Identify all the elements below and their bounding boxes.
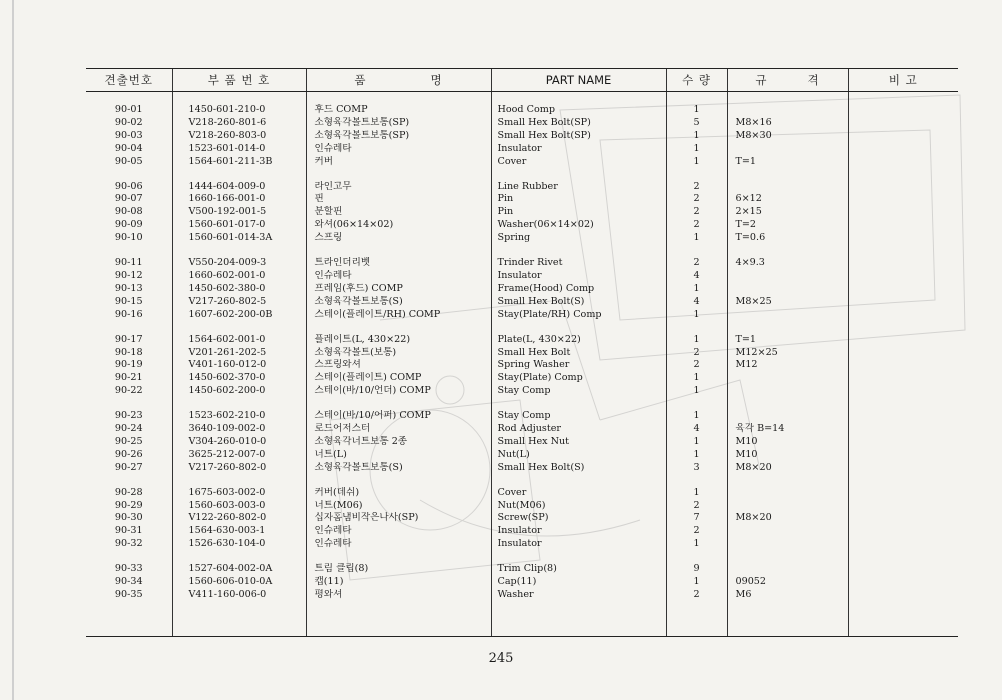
quantity-cell: 2 (666, 359, 727, 372)
korean-name-cell: 십자홈냄비작은나사(SP) (306, 512, 491, 525)
remarks-cell (848, 500, 958, 513)
table-row (86, 193, 958, 206)
item-number-cell: 90-29 (114, 499, 143, 511)
quantity-cell: 1 (666, 576, 727, 589)
item-number-cell: 90-13 (114, 282, 143, 294)
korean-name-cell: 인슈레타 (306, 143, 491, 156)
remarks-cell (848, 385, 958, 398)
spec-cell (727, 385, 848, 398)
quantity-cell: 1 (666, 334, 727, 347)
table-row (86, 563, 958, 576)
item-number-cell: 90-09 (114, 219, 143, 231)
spec-cell: M10 (727, 449, 848, 462)
part-name-cell: Spring (491, 232, 666, 245)
remarks-cell (848, 410, 958, 423)
part-name-cell: Plate(L, 430×22) (491, 334, 666, 347)
header-quantity: 수 량 (666, 69, 727, 92)
item-number-cell: 90-16 (114, 308, 143, 320)
part-code-cell: 1560-606-010-0A (172, 576, 306, 589)
spec-cell: M8×25 (727, 296, 848, 309)
spec-cell (727, 525, 848, 538)
spec-cell: T=1 (727, 156, 848, 169)
korean-name-cell: 스테이(플레이트/RH) COMP (306, 309, 491, 322)
item-number-cell: 90-32 (114, 538, 143, 550)
korean-name-cell: 스테이(플레이트) COMP (306, 372, 491, 385)
part-name-cell: Insulator (491, 143, 666, 156)
korean-name-cell: 소형육각볼트보통(SP) (306, 130, 491, 143)
korean-name-cell: 스프링 (306, 232, 491, 245)
remarks-cell (848, 462, 958, 475)
part-name-cell: Cap(11) (491, 576, 666, 589)
quantity-cell: 1 (666, 283, 727, 296)
remarks-cell (848, 206, 958, 219)
part-code-cell: 1607-602-200-0B (172, 309, 306, 322)
remarks-cell (848, 538, 958, 551)
quantity-cell: 4 (666, 270, 727, 283)
header-remarks: 비 고 (848, 69, 958, 92)
item-number-cell: 90-23 (114, 410, 143, 422)
remarks-cell (848, 130, 958, 143)
spec-cell: M8×30 (727, 130, 848, 143)
quantity-cell: 2 (666, 219, 727, 232)
quantity-cell: 1 (666, 410, 727, 423)
quantity-cell: 2 (666, 347, 727, 360)
table-row (86, 410, 958, 423)
quantity-cell: 1 (666, 104, 727, 117)
part-code-cell: 1450-602-380-0 (172, 283, 306, 296)
item-number-cell: 90-27 (114, 461, 143, 473)
quantity-cell: 2 (666, 257, 727, 270)
spec-cell: M12 (727, 359, 848, 372)
part-code-cell: 1560-601-014-3A (172, 232, 306, 245)
parts-table (86, 68, 958, 637)
page-number: 245 (488, 651, 514, 666)
item-number-cell: 90-18 (114, 346, 143, 358)
part-code-cell: 1560-603-003-0 (172, 500, 306, 513)
table-row (86, 385, 958, 398)
filler-row (86, 602, 958, 637)
table-row (86, 257, 958, 270)
korean-name-cell: 소형육각볼트(보통) (306, 347, 491, 360)
remarks-cell (848, 257, 958, 270)
remarks-cell (848, 487, 958, 500)
header-row (86, 69, 958, 92)
spec-cell (727, 283, 848, 296)
spec-cell: M12×25 (727, 347, 848, 360)
korean-name-cell: 커버 (306, 156, 491, 169)
part-name-cell: Spring Washer (491, 359, 666, 372)
item-number-cell: 90-21 (114, 372, 143, 384)
item-number-cell: 90-28 (114, 486, 143, 498)
item-number-cell: 90-03 (114, 129, 143, 141)
remarks-cell (848, 512, 958, 525)
spec-cell (727, 500, 848, 513)
remarks-cell (848, 589, 958, 602)
group-spacer-row (86, 245, 958, 257)
quantity-cell: 2 (666, 206, 727, 219)
spec-cell (727, 487, 848, 500)
group-spacer-row (86, 322, 958, 334)
korean-name-cell: 스프링와셔 (306, 359, 491, 372)
table-row (86, 423, 958, 436)
part-name-cell: Screw(SP) (491, 512, 666, 525)
remarks-cell (848, 143, 958, 156)
part-code-cell: V217-260-802-5 (172, 296, 306, 309)
part-name-cell: Trim Clip(8) (491, 563, 666, 576)
part-name-cell: Cover (491, 487, 666, 500)
header-part-name: PART NAME (491, 69, 666, 92)
korean-name-cell: 프레임(후드) COMP (306, 283, 491, 296)
table-row (86, 525, 958, 538)
part-name-cell: Cover (491, 156, 666, 169)
remarks-cell (848, 576, 958, 589)
part-code-cell: V500-192-001-5 (172, 206, 306, 219)
part-name-cell: Small Hex Nut (491, 436, 666, 449)
part-code-cell: 3625-212-007-0 (172, 449, 306, 462)
korean-name-cell: 인슈레타 (306, 270, 491, 283)
quantity-cell: 7 (666, 512, 727, 525)
part-name-cell: Washer (491, 589, 666, 602)
quantity-cell: 1 (666, 436, 727, 449)
table-row (86, 283, 958, 296)
remarks-cell (848, 181, 958, 194)
part-name-cell: Stay Comp (491, 385, 666, 398)
korean-name-cell: 커버(데쉬) (306, 487, 491, 500)
korean-name-cell: 로드어저스터 (306, 423, 491, 436)
spec-cell: M8×20 (727, 462, 848, 475)
table-row (86, 436, 958, 449)
item-number-cell: 90-10 (114, 232, 143, 244)
part-code-cell: V217-260-802-0 (172, 462, 306, 475)
quantity-cell: 2 (666, 193, 727, 206)
item-number-cell: 90-17 (114, 333, 143, 345)
remarks-cell (848, 525, 958, 538)
item-number-cell: 90-06 (114, 180, 143, 192)
part-name-cell: Small Hex Bolt(SP) (491, 130, 666, 143)
quantity-cell: 1 (666, 156, 727, 169)
korean-name-cell: 소형육각너트보통 2종 (306, 436, 491, 449)
korean-name-cell: 핀 (306, 193, 491, 206)
korean-name-cell: 소형육각볼트보통(S) (306, 296, 491, 309)
remarks-cell (848, 436, 958, 449)
part-code-cell: 1523-602-210-0 (172, 410, 306, 423)
item-number-cell: 90-19 (114, 359, 143, 371)
item-number-cell: 90-02 (114, 116, 143, 128)
header-part-code: 부 품 번 호 (172, 69, 306, 92)
table-row (86, 576, 958, 589)
korean-name-cell: 소형육각볼트보통(SP) (306, 117, 491, 130)
part-code-cell: 1450-601-210-0 (172, 104, 306, 117)
remarks-cell (848, 372, 958, 385)
spec-cell (727, 270, 848, 283)
table-row (86, 117, 958, 130)
item-number-cell: 90-35 (114, 589, 143, 600)
remarks-cell (848, 193, 958, 206)
remarks-cell (848, 296, 958, 309)
part-code-cell: 1564-601-211-3B (172, 156, 306, 169)
part-name-cell: Insulator (491, 525, 666, 538)
quantity-cell: 9 (666, 563, 727, 576)
spec-cell (727, 563, 848, 576)
table-row (86, 589, 958, 602)
spec-cell (727, 372, 848, 385)
part-name-cell: Stay Comp (491, 410, 666, 423)
quantity-cell: 1 (666, 538, 727, 551)
table-row (86, 538, 958, 551)
part-code-cell: 1564-602-001-0 (172, 334, 306, 347)
part-name-cell: Line Rubber (491, 181, 666, 194)
item-number-cell: 90-04 (114, 142, 143, 154)
spec-cell: 2×15 (727, 206, 848, 219)
spec-cell (727, 181, 848, 194)
part-code-cell: V218-260-801-6 (172, 117, 306, 130)
quantity-cell: 1 (666, 232, 727, 245)
korean-name-cell: 평와셔 (306, 589, 491, 602)
quantity-cell: 1 (666, 309, 727, 322)
header-spec-part-1: 규 (755, 73, 768, 87)
table-row (86, 104, 958, 117)
korean-name-cell: 플레이트(L, 430×22) (306, 334, 491, 347)
remarks-cell (848, 283, 958, 296)
top-spacer-row (86, 92, 958, 105)
part-code-cell: 1660-602-001-0 (172, 270, 306, 283)
table-row (86, 334, 958, 347)
item-number-cell: 90-26 (114, 448, 143, 460)
part-name-cell: Hood Comp (491, 104, 666, 117)
remarks-cell (848, 232, 958, 245)
part-code-cell: V401-160-012-0 (172, 359, 306, 372)
header-korean-name-part-1: 품 (354, 73, 367, 87)
korean-name-cell: 와셔(06×14×02) (306, 219, 491, 232)
quantity-cell: 2 (666, 589, 727, 602)
group-spacer-row (86, 169, 958, 181)
item-number-cell: 90-11 (114, 257, 143, 269)
spec-cell: T=1 (727, 334, 848, 347)
part-name-cell: Rod Adjuster (491, 423, 666, 436)
part-code-cell: 1450-602-200-0 (172, 385, 306, 398)
item-number-cell: 90-08 (114, 206, 143, 218)
item-number-cell: 90-15 (114, 295, 143, 307)
table-row (86, 206, 958, 219)
quantity-cell: 1 (666, 487, 727, 500)
quantity-cell: 1 (666, 143, 727, 156)
spec-cell (727, 309, 848, 322)
spec-cell: 4×9.3 (727, 257, 848, 270)
korean-name-cell: 캡(11) (306, 576, 491, 589)
korean-name-cell: 너트(L) (306, 449, 491, 462)
quantity-cell: 2 (666, 181, 727, 194)
part-name-cell: Nut(L) (491, 449, 666, 462)
item-number-cell: 90-01 (114, 104, 143, 115)
table-row (86, 372, 958, 385)
header-korean-name-part-2: 명 (430, 73, 443, 87)
part-name-cell: Stay(Plate/RH) Comp (491, 309, 666, 322)
table-row (86, 512, 958, 525)
spec-cell (727, 104, 848, 117)
remarks-cell (848, 334, 958, 347)
quantity-cell: 5 (666, 117, 727, 130)
part-name-cell: Small Hex Bolt(S) (491, 462, 666, 475)
item-number-cell: 90-30 (114, 512, 143, 524)
part-code-cell: 1527-604-002-0A (172, 563, 306, 576)
part-code-cell: 3640-109-002-0 (172, 423, 306, 436)
table-row (86, 309, 958, 322)
korean-name-cell: 소형육각볼트보통(S) (306, 462, 491, 475)
part-code-cell: 1450-602-370-0 (172, 372, 306, 385)
remarks-cell (848, 156, 958, 169)
part-name-cell: Small Hex Bolt(S) (491, 296, 666, 309)
table-row (86, 130, 958, 143)
table-row (86, 462, 958, 475)
table-row (86, 156, 958, 169)
spec-cell: M10 (727, 436, 848, 449)
table-row (86, 270, 958, 283)
part-name-cell: Pin (491, 206, 666, 219)
part-name-cell: Washer(06×14×02) (491, 219, 666, 232)
parts-list (86, 68, 958, 636)
part-code-cell: 1564-630-003-1 (172, 525, 306, 538)
remarks-cell (848, 563, 958, 576)
header-korean-name (306, 69, 491, 92)
table-row (86, 232, 958, 245)
remarks-cell (848, 104, 958, 117)
table-row (86, 143, 958, 156)
remarks-cell (848, 117, 958, 130)
korean-name-cell: 트림 클립(8) (306, 563, 491, 576)
group-spacer-row (86, 398, 958, 410)
table-row (86, 500, 958, 513)
remarks-cell (848, 270, 958, 283)
spec-cell: 육각 B=14 (727, 423, 848, 436)
korean-name-cell: 라인고무 (306, 181, 491, 194)
part-name-cell: Trinder Rivet (491, 257, 666, 270)
item-number-cell: 90-05 (114, 155, 143, 167)
part-code-cell: V550-204-009-3 (172, 257, 306, 270)
spec-cell: M8×20 (727, 512, 848, 525)
part-code-cell: 1560-601-017-0 (172, 219, 306, 232)
spec-cell: T=2 (727, 219, 848, 232)
remarks-cell (848, 219, 958, 232)
part-code-cell: 1523-601-014-0 (172, 143, 306, 156)
korean-name-cell: 인슈레타 (306, 538, 491, 551)
table-row (86, 347, 958, 360)
table-row (86, 296, 958, 309)
part-name-cell: Nut(M06) (491, 500, 666, 513)
part-name-cell: Stay(Plate) Comp (491, 372, 666, 385)
table-row (86, 487, 958, 500)
item-number-cell: 90-24 (114, 423, 143, 435)
quantity-cell: 2 (666, 525, 727, 538)
korean-name-cell: 인슈레타 (306, 525, 491, 538)
item-number-cell: 90-07 (114, 193, 143, 205)
spec-cell (727, 143, 848, 156)
part-name-cell: Pin (491, 193, 666, 206)
quantity-cell: 4 (666, 296, 727, 309)
remarks-cell (848, 359, 958, 372)
part-name-cell: Small Hex Bolt (491, 347, 666, 360)
spec-cell: 09052 (727, 576, 848, 589)
table-row (86, 181, 958, 194)
spec-cell: T=0.6 (727, 232, 848, 245)
table-row (86, 359, 958, 372)
item-number-cell: 90-22 (114, 385, 143, 397)
header-spec (727, 69, 848, 92)
item-number-cell: 90-12 (114, 269, 143, 281)
table-row (86, 449, 958, 462)
remarks-cell (848, 423, 958, 436)
spec-cell: M6 (727, 589, 848, 602)
item-number-cell: 90-31 (114, 525, 143, 537)
part-code-cell: V218-260-803-0 (172, 130, 306, 143)
part-code-cell: V201-261-202-5 (172, 347, 306, 360)
quantity-cell: 1 (666, 130, 727, 143)
part-name-cell: Insulator (491, 538, 666, 551)
part-code-cell: 1444-604-009-0 (172, 181, 306, 194)
spec-cell: 6×12 (727, 193, 848, 206)
header-spec-part-2: 격 (807, 73, 820, 87)
remarks-cell (848, 347, 958, 360)
spec-cell (727, 538, 848, 551)
korean-name-cell: 트라인더리벳 (306, 257, 491, 270)
quantity-cell: 4 (666, 423, 727, 436)
part-code-cell: 1660-166-001-0 (172, 193, 306, 206)
item-number-cell: 90-25 (114, 435, 143, 447)
spec-cell (727, 410, 848, 423)
korean-name-cell: 스테이(바/10/언더) COMP (306, 385, 491, 398)
quantity-cell: 2 (666, 500, 727, 513)
part-code-cell: V304-260-010-0 (172, 436, 306, 449)
spec-cell: M8×16 (727, 117, 848, 130)
part-code-cell: V122-260-802-0 (172, 512, 306, 525)
quantity-cell: 1 (666, 449, 727, 462)
item-number-cell: 90-34 (114, 576, 143, 588)
group-spacer-row (86, 475, 958, 487)
group-spacer-row (86, 551, 958, 563)
part-code-cell: V411-160-006-0 (172, 589, 306, 602)
item-number-cell: 90-33 (114, 563, 143, 575)
quantity-cell: 1 (666, 372, 727, 385)
part-code-cell: 1675-603-002-0 (172, 487, 306, 500)
remarks-cell (848, 309, 958, 322)
korean-name-cell: 후드 COMP (306, 104, 491, 117)
korean-name-cell: 스테이(바/10/어퍼) COMP (306, 410, 491, 423)
header-item-no: 견출번호 (86, 69, 172, 92)
part-name-cell: Insulator (491, 270, 666, 283)
korean-name-cell: 분할핀 (306, 206, 491, 219)
remarks-cell (848, 449, 958, 462)
page-edge (12, 0, 14, 700)
part-name-cell: Frame(Hood) Comp (491, 283, 666, 296)
part-name-cell: Small Hex Bolt(SP) (491, 117, 666, 130)
part-code-cell: 1526-630-104-0 (172, 538, 306, 551)
quantity-cell: 1 (666, 385, 727, 398)
quantity-cell: 3 (666, 462, 727, 475)
korean-name-cell: 너트(M06) (306, 500, 491, 513)
table-row (86, 219, 958, 232)
parts-body (86, 92, 958, 637)
